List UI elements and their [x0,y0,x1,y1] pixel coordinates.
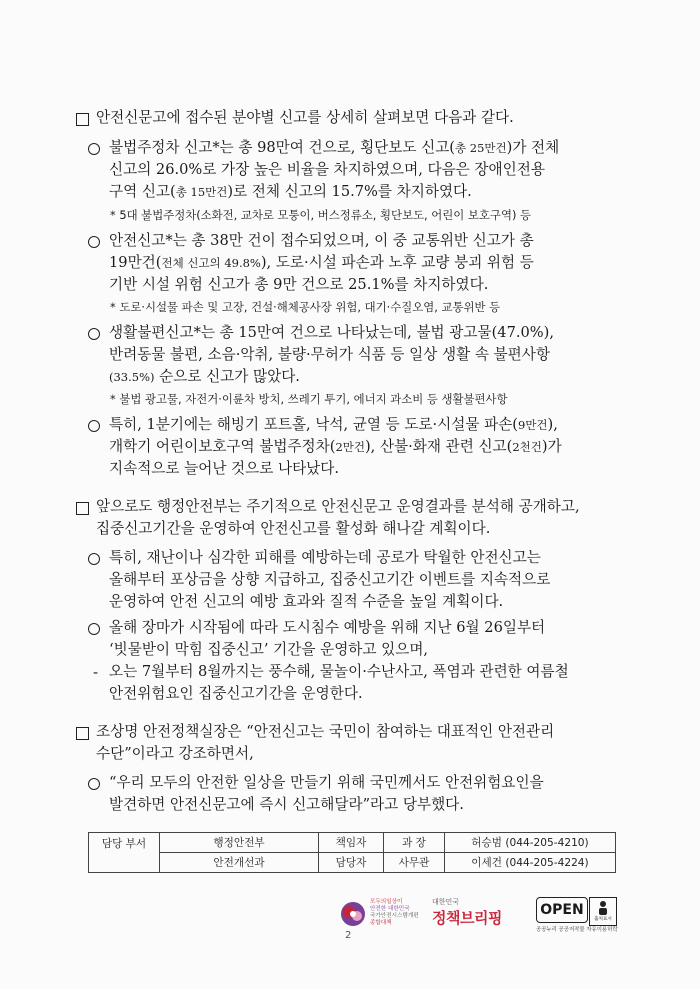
license-caption: 공공누리 공공저작물 자유이용허락 [536,927,618,933]
charge-label: 담당자 [319,853,384,873]
paragraph-line: 올해 장마가 시작됨에 따라 도시침수 예방을 위해 지난 6월 26일부터 [109,619,546,636]
logo-text: 종합대책 [370,920,392,926]
square-bullet-icon [76,113,89,126]
open-license-logo [536,897,588,923]
paragraph-line: 생활불편신고*는 총 15만여 건으로 나타났는데, 불법 광고물(47.0%), [109,324,554,341]
safety-campaign-logo-icon [340,901,366,927]
paragraph-line: 불법주정차 신고*는 총 98만여 건으로, 횡단보도 신고(총 25만건)가 전체 [109,139,560,156]
division-name: 안전개선과 [160,853,319,873]
circle-bullet-icon [88,420,100,432]
paragraph-line: 안전신고*는 총 38만 건이 접수되었으며, 이 중 교통위반 신고가 총 [109,232,534,249]
contact-table [88,832,616,873]
paragraph-line: “우리 모두의 안전한 일상을 만들기 위해 국민께서도 안전위험요인을 [109,774,544,791]
section-heading: 수단”이라고 강조하면서, [96,745,254,762]
page-number: 2 [345,930,352,941]
resp-label: 책임자 [319,833,384,853]
contact-person: 허승범 (044-205-4210) [445,833,616,853]
square-bullet-icon [76,502,89,515]
briefing-logo-caption: 대한민국 [432,898,460,906]
circle-bullet-icon [88,623,100,635]
paragraph-line: 특히, 재난이나 심각한 피해를 예방하는데 공로가 탁월한 안전신고는 [109,549,541,566]
paragraph-line: 발견하면 안전신문고에 즉시 신고해달라”라고 당부했다. [109,796,464,813]
circle-bullet-icon [88,328,100,340]
org-name: 행정안전부 [160,833,319,853]
paragraph-line: 오는 7월부터 8월까지는 풍수해, 물놀이·수난사고, 폭염과 관련한 여름철 [109,663,569,680]
paragraph-line: 반려동물 불편, 소음·악취, 불량·무허가 식품 등 일상 생활 속 불편사항 [109,346,550,363]
contact-person: 이세건 (044-205-4224) [445,853,616,873]
paragraph-line: 19만건(전체 신고의 49.8%), 도로·시설 파손과 노후 교량 붕괴 위험 등 [109,254,534,271]
paragraph-line: 신고의 26.0%로 가장 높은 비율을 차지하였으며, 다음은 장애인전용 [109,161,545,178]
square-bullet-icon [76,727,89,740]
dash-bullet: - [93,663,99,681]
person-icon [597,901,609,915]
paragraph-line: 운영하여 안전 신고의 예방 효과와 질적 수준을 높일 계획이다. [109,593,504,610]
circle-bullet-icon [88,778,100,790]
paragraph-line: 개학기 어린이보호구역 불법주정차(2만건), 산불·화재 관련 신고(2천건)가 [109,438,562,455]
logo-text: 모두의일상이 [370,899,403,905]
section-heading: 안전신문고에 접수된 분야별 신고를 상세히 살펴보면 다음과 같다. [96,109,514,126]
section-heading: 앞으로도 행정안전부는 주기적으로 안전신문고 운영결과를 분석해 공개하고, [96,498,580,515]
paragraph-line: 구역 신고(총 15만건)로 전체 신고의 15.7%를 차지하였다. [109,183,472,200]
dept-label: 담당 부서 [89,833,160,873]
circle-bullet-icon [88,236,100,248]
section-heading: 집중신고기간을 운영하여 안전신고를 활성화 해나갈 계획이다. [96,520,491,537]
role-label: 과 장 [384,833,445,853]
briefing-logo: 정책브리핑 [432,909,502,927]
footnote: * 5대 불법주정차(소화전, 교차로 모퉁이, 버스정류소, 횡단보도, 어린이 보호구역) 등 [110,208,532,222]
open-logo-text: OPEN [540,902,584,918]
circle-bullet-icon [88,553,100,565]
footnote: * 불법 광고물, 자전거·이륜차 방치, 쓰레기 투기, 에너지 과소비 등 생활불편사항 [110,392,508,406]
paragraph-line: ‘빗물받이 막힘 집중신고’ 기간을 운영하고 있으며, [109,641,429,658]
badge-label: 출처표시 [594,917,612,922]
paragraph-line: 지속적으로 늘어난 것으로 나타났다. [109,460,340,477]
attribution-badge [589,897,617,926]
circle-bullet-icon [88,143,100,155]
paragraph-line: 특히, 1분기에는 해빙기 포트홀, 낙석, 균열 등 도로·시설물 파손(9만건), [109,416,558,433]
paragraph-line: 안전위험요인 집중신고기간을 운영한다. [109,685,363,702]
paragraph-line: 올해부터 포상금을 상향 지급하고, 집중신고기간 이벤트를 지속적으로 [109,571,551,588]
paragraph-line: (33.5%) 순으로 신고가 많았다. [109,368,300,385]
role-label: 사무관 [384,853,445,873]
footer-logos [340,895,630,935]
section-heading: 조상명 안전정책실장은 “안전신고는 국민이 참여하는 대표적인 안전관리 [96,723,555,740]
logo-text: 국가안전시스템개편 [370,913,419,919]
paragraph-line: 기반 시설 위험 신고가 총 9만 건으로 25.1%를 차지하였다. [109,276,489,293]
logo-text: 안전한 대한민국 [370,906,410,912]
footnote: * 도로·시설물 파손 및 고장, 건설·해체공사장 위험, 대기·수질오염, 교통위반 등 [110,300,501,314]
